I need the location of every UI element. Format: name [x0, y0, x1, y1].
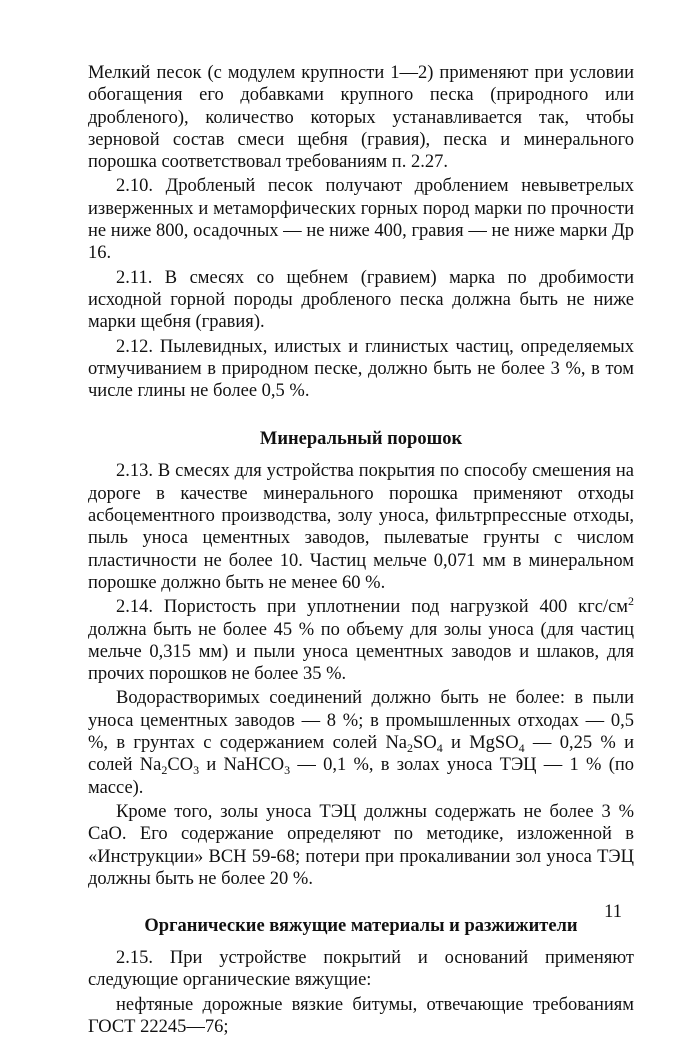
superscript: 2	[628, 594, 634, 609]
water-text-3: и MgSO	[442, 733, 519, 754]
paragraph-2-14-part-b: должна быть не более 45 % по объему для золы уноса (для частиц мельче 0,315 мм) и пыли уноса цементных заводов и шлаков, для прочих порошков не более 35 %.	[88, 619, 634, 685]
page-body	[88, 62, 634, 1038]
paragraph-2-11: 2.11. В смесях со щебнем (гравием) марка по дробимости исходной горной породы дробленого песка должна быть не ниже марки щебня (гравия).	[88, 267, 634, 333]
subscript: 3	[193, 763, 200, 778]
water-text-7: — 0,1 %, в золах уноса ТЭЦ — 1 % (по массе).	[88, 755, 634, 798]
paragraph-2-14-part-a: 2.14. Пористость при уплотнении под нагрузкой 400 кгс/см	[116, 597, 628, 618]
paragraph-intro: Мелкий песок (с модулем крупности 1—2) применяют при условии обогащения его добавками крупного песка (природного или дробленого), количество которых устанавливается так, чтобы зерновой состав смеси щебня (гравия), песка и минерального порошка соответствовал требованиям п. 2.27.	[88, 63, 634, 173]
paragraph-water-soluble	[88, 687, 634, 798]
paragraph-2-14	[88, 596, 634, 685]
water-text-1: Водорастворимых соединений должно быть не более: в пыли уноса цементных заводов — 8 %; в промышленных отходах — 0,5 %, в грунтах с содержанием солей Na	[88, 688, 634, 754]
paragraph-fly-ash: Кроме того, золы уноса ТЭЦ должны содержать не более 3 % СаО. Его содержание определяют по методике, изложенной в «Инструкции» ВСН 59-68; потери при прокаливании зол уноса ТЭЦ должны быть не более 20 %.	[88, 801, 634, 889]
subscript: 3	[284, 763, 291, 778]
paragraph-2-15: 2.15. При устройстве покрытий и оснований применяют следующие органические вяжущие:	[88, 948, 634, 991]
paragraph-2-10: 2.10. Дробленый песок получают дроблением невыветрелых изверженных и метаморфических горных пород марки по прочности не ниже 800, осадочных — не ниже 400, гравия — не ниже марки Др 16.	[88, 176, 634, 264]
water-text-5: CO	[167, 755, 194, 776]
heading-organic-binders: Органические вяжущие материалы и разжижители	[144, 916, 578, 937]
water-text-2: SO	[413, 733, 437, 754]
subscript: 2	[407, 741, 414, 756]
heading-mineral-powder: Минеральный порошок	[259, 429, 463, 450]
water-text-6: и NaHCO	[199, 755, 285, 776]
subscript: 4	[518, 741, 525, 756]
water-text-4: — 0,25 % и солей Na	[88, 733, 634, 776]
page-number: 11	[604, 902, 622, 922]
paragraph-2-12: 2.12. Пылевидных, илистых и глинистых частиц, определяемых отмучиванием в природном песке, должно быть не более 3 %, в том числе глины не более 0,5 %.	[88, 336, 634, 402]
paragraph-bitumen: нефтяные дорожные вязкие битумы, отвечающие требованиям ГОСТ 22245—76;	[88, 994, 634, 1037]
subscript: 2	[161, 763, 168, 778]
subscript: 4	[436, 741, 443, 756]
paragraph-2-13: 2.13. В смесях для устройства покрытия по способу смешения на дороге в качестве минерального порошка применяют отходы асбоцементного производства, золу уноса, фильтрпрессные отходы, пыль уноса цементных заводов, пылеватые грунты с числом пластичности не более 10. Частиц мельче 0,071 мм в минеральном порошке должно быть не менее 60 %.	[88, 461, 634, 593]
